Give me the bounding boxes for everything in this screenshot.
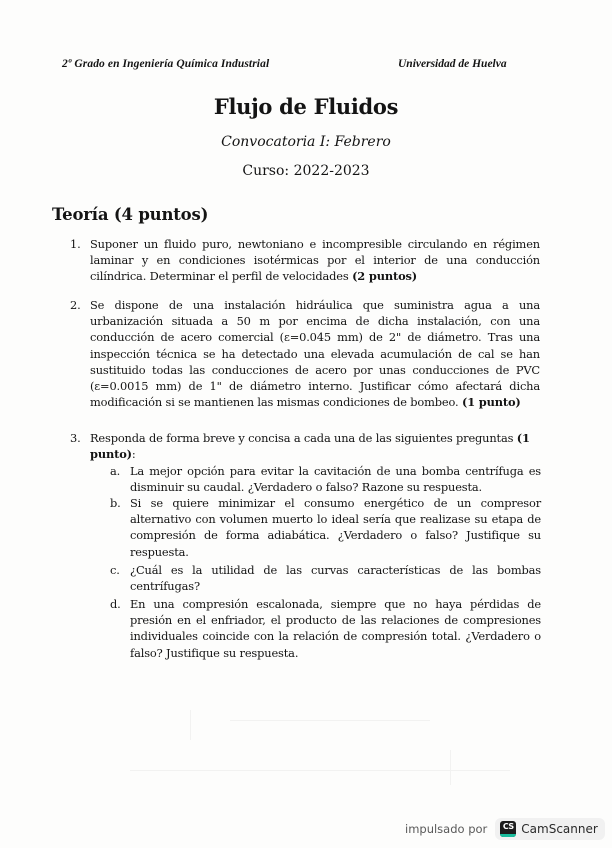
question-text: Suponer un fluido puro, newtoniano e incompresible circulando en régimen laminar y en condiciones isotérmicas por el interior de una conducción cilíndrica. Determinar el perfil de velocidades [90,237,540,284]
question-text: Se dispone de una instalación hidráulica que suministra agua a una urbanización situada a 50 m por encima de dicha instalación, con una conducción de acero comercial (ε=0.045 mm) de 2" de diámetro. Tras una inspección técnica se ha detectado una elevada acumulación de cal se han sustituido todas las conducciones de acero por unas conducciones de PVC (ε=0.0015 mm) de 1" de diámetro interno. Justificar cómo afectará dicha modificación si se mantienen las mismas condiciones de bombeo. [90,298,540,410]
camscanner-logo-icon: CS [500,821,516,837]
question-number: 3. [70,431,81,445]
bleed-through-artifact [70,690,550,800]
watermark-brand: CamScanner [521,822,598,836]
subquestion-b [110,495,541,560]
question-points: (1 punto) [461,395,521,410]
subquestion-c [110,562,541,594]
subquestion-label: d. [110,597,121,611]
page-title: Flujo de Fluidos [213,94,399,119]
course-year: Curso: 2022-2023 [242,163,370,179]
subquestion-d [110,596,541,661]
exam-call: Convocatoria I: Febrero [221,134,391,150]
question-text: Responda de forma breve y concisa a cada una de las siguientes preguntas [90,431,517,445]
question-2 [70,297,540,410]
question-3: 3. Responda de forma breve y concisa a cada una de las siguientes preguntas (1 punto): [70,431,530,462]
question-1 [70,236,540,285]
header-degree: 2º Grado en Ingeniería Química Industrial [62,58,270,70]
subquestion-a [110,463,541,495]
camscanner-watermark [405,818,605,840]
question-points: (1 punto) [90,431,530,462]
subquestion-label: a. [110,464,121,478]
question-number: 1. [70,237,81,251]
camscanner-badge [495,818,605,840]
watermark-prefix: impulsado por [405,822,488,836]
subquestion-text: Si se quiere minimizar el consumo energético de un compresor alternativo con volumen muerto lo ideal sería que realizase su etapa de compresión de forma adiabática. ¿Verdadero o falso? Justifique su respuesta. [130,496,541,559]
subquestion-label: b. [110,496,121,510]
subquestion-text: La mejor opción para evitar la cavitación de una bomba centrífuga es disminuir su caudal. ¿Verdadero o falso? Razone su respuesta. [130,464,541,495]
subquestion-text: ¿Cuál es la utilidad de las curvas características de las bombas centrífugas? [130,563,541,594]
section-title: Teoría (4 puntos) [52,205,209,224]
subquestion-label: c. [110,563,120,577]
question-points: (2 puntos) [352,269,418,284]
subquestion-text: En una compresión escalonada, siempre que no haya pérdidas de presión en el enfriador, el producto de las relaciones de compresiones individuales coincide con la relación de compresión total. ¿Verdadero o falso? Justifique su respuesta. [130,597,541,660]
question-number: 2. [70,298,81,312]
header-university: Universidad de Huelva [398,58,507,70]
